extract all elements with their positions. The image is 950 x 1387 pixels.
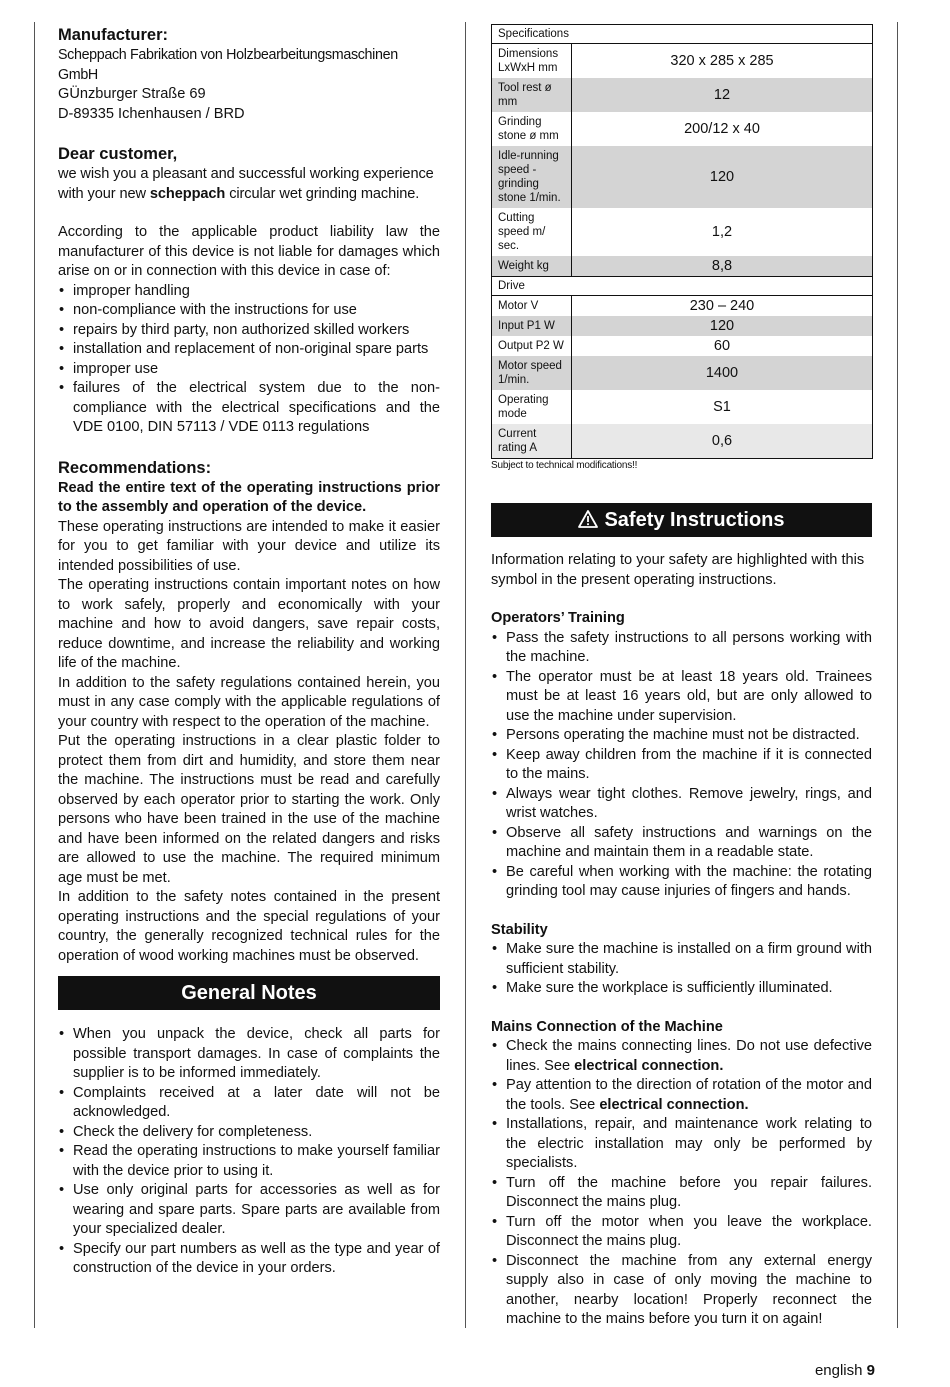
spec-label: Input P1 W [492,316,572,336]
training-list [491,629,872,902]
list-item: • improper handling [58,282,440,302]
spec-value: 1,2 [572,208,873,256]
spec-value: 230 – 240 [572,296,873,317]
intro-text: we wish you a pleasant and successful working experience with your new scheppach circular wet grinding machine. [58,166,434,202]
list-item: • failures of the electrical system due to the non-compliance with the electrical specifications and the VDE 0100, DIN 57113 / VDE 0113 regulations [58,379,440,438]
list-item: • Read the operating instructions to make yourself familiar with the device prior to using it. [58,1142,440,1181]
list-item: • non-compliance with the instructions for use [58,301,440,321]
manufacturer-city: D-89335 Ichenhausen / BRD [58,105,245,122]
list-item: • Installations, repair, and maintenance work relating to the electric installation may only be performed by specialists. [491,1115,872,1174]
list-item: • Specify our part numbers as well as the type and year of construction of the device in your orders. [58,1240,440,1279]
spec-row [492,44,873,79]
drive-heading: Drive [492,277,873,296]
list-item: • Complaints received at a later date will not be acknowledged. [58,1084,440,1123]
spec-label: Dimensions LxWxH mm [498,48,559,74]
spec-value: 120 [572,316,873,336]
spec-label: Operating mode [498,394,549,420]
specifications-table [491,24,873,459]
recommendations-heading: Recommendations: [58,458,212,477]
liability-list [58,282,440,438]
spec-label: Motor speed 1/min. [492,356,572,390]
recommendations-p5: In addition to the safety notes contained in the present operating instructions and the special regulations of your country, the generally recognized technical rules for the operation of wood working machines must be observed. [58,889,440,964]
liability-text: According to the applicable product liability law the manufacturer of this device is not liable for damages which arise on or in connection with this device in case of: [58,224,440,279]
spec-label: Weight kg [492,256,572,277]
list-item: • installation and replacement of non-original spare parts [58,340,440,360]
general-notes-list [58,1025,440,1279]
list-item: • Make sure the workplace is sufficiently illuminated. [491,979,872,999]
spec-value: 200/12 x 40 [572,112,873,146]
spec-value: 120 [572,146,873,208]
spec-label: Output P2 W [498,340,564,352]
recommendations-p1: These operating instructions are intended to make it easier for you to get familiar with your device and utilize its intended possibilities of use. [58,518,440,574]
right-rule [897,22,898,1328]
list-item: • Pass the safety instructions to all persons working with the machine. [491,629,872,668]
technical-modifications-note: Subject to technical modifications!! [491,460,638,471]
mains-list [491,1037,872,1330]
spec-label: Grinding stone ø mm [498,116,559,142]
spec-label: Cutting speed m/ sec. [498,212,546,252]
list-item: • Pay attention to the direction of rotation of the motor and the tools. See electrical connection. [491,1076,872,1115]
safety-heading: Safety Instructions [604,509,785,531]
left-rule [34,22,35,1328]
list-item: • improper use [58,360,440,380]
spec-row [492,356,873,390]
brand-name: scheppach [149,185,226,202]
spec-value: 320 x 285 x 285 [572,44,873,79]
mains-heading: Mains Connection of the Machine [491,1018,723,1035]
list-item: • Turn off the motor when you leave the workplace. Disconnect the mains plug. [491,1213,872,1252]
manufacturer-section [58,24,440,124]
list-item: • Persons operating the machine must not be distracted. [491,726,872,746]
spec-label: Current rating A [492,424,572,459]
spec-row [492,296,873,317]
spec-row [492,256,873,277]
safety-intro: Information relating to your safety are highlighted with this symbol in the present operating instructions. [491,552,865,588]
spec-value: 0,6 [572,424,873,459]
list-item: • Keep away children from the machine if it is connected to the mains. [491,746,872,785]
recommendations-p4: Put the operating instructions in a clear plastic folder to protect them from dirt and humidity, and store them near the machine. The instructions must be read and carefully observed by each operator prior to starting the work. Only persons who have been trained in the use of the machine and have been informed on the related dangers and risks are allowed to use the machine. The required minimum age must be met. [58,733,440,886]
spec-value: S1 [572,390,873,424]
footer-language: english [814,1362,863,1379]
left-column [58,24,440,1279]
specifications-heading: Specifications [492,25,873,44]
list-item: • Observe all safety instructions and warnings on the machine and maintain them in a readable state. [491,824,872,863]
recommendations-bold: Read the entire text of the operating instructions prior to the assembly and operation of the device. [58,479,440,515]
list-item: • Always wear tight clothes. Remove jewelry, rings, and wrist watches. [491,785,872,824]
warning-triangle-icon [578,505,598,539]
spec-row [492,112,873,146]
spec-row [492,390,873,424]
recommendations-section [58,457,440,967]
manufacturer-heading: Manufacturer: [58,26,169,44]
list-item: • Check the mains connecting lines. Do not use defective lines. See electrical connection. [491,1037,872,1076]
spec-label: Tool rest ø mm [492,78,572,112]
stability-heading: Stability [491,921,548,938]
spec-label: Idle-running speed - grinding stone 1/min. [492,146,572,208]
list-item: • Be careful when working with the machine: the rotating grinding tool may cause injuries of fingers and hands. [491,863,872,902]
training-heading: Operators’ Training [491,610,625,626]
spec-row [492,78,873,112]
dear-customer-section [58,143,440,438]
recommendations-p2: The operating instructions contain important notes on how to work safely, properly and economically with your machine and how to avoid dangers, save repair costs, reduce downtime, and increase the reliability and working life of the machine. [58,577,440,671]
list-item: • repairs by third party, non authorized skilled workers [58,321,440,341]
list-item: • Turn off the machine before you repair failures. Disconnect the mains plug. [491,1174,872,1213]
spec-value: 8,8 [572,256,873,277]
stability-list [491,940,872,999]
manufacturer-street: GÜnzburger Straße 69 [58,86,206,102]
spec-value: 12 [572,78,873,112]
general-notes-banner: General Notes [58,976,440,1010]
spec-row [492,146,873,208]
list-item: • Make sure the machine is installed on a firm ground with sufficient stability. [491,940,872,979]
safety-instructions-banner [491,503,872,537]
page-number: 9 [866,1362,875,1379]
manufacturer-name: Scheppach Fabrikation von Holzbearbeitungsmaschinen GmbH [58,47,398,83]
recommendations-p3: In addition to the safety regulations contained herein, you must in any case comply with the applicable regulations of your country with respect to the operation of the machine. [58,674,440,730]
spec-value: 60 [572,336,873,356]
spec-row [492,336,873,356]
list-item: • Use only original parts for accessories as well as for wearing and spare parts. Spare parts are available from your specialized dealer. [58,1181,440,1240]
list-item: • When you unpack the device, check all parts for possible transport damages. In case of complaints the supplier is to be informed immediately. [58,1025,440,1084]
spec-row [492,424,873,459]
list-item: • Disconnect the machine from any external energy supply also in case of only moving the machine to another, nearby location! Properly reconnect the machine to the mains before you turn it on again! [491,1252,872,1330]
list-item: • Check the delivery for completeness. [58,1123,440,1143]
page-footer [815,1362,875,1379]
dear-customer-heading: Dear customer, [58,145,178,163]
center-rule [465,22,466,1328]
spec-row [492,316,873,336]
spec-label: Motor V [498,300,539,312]
spec-row [492,208,873,256]
spec-value: 1400 [572,356,873,390]
list-item: • The operator must be at least 18 years old. Trainees must be at least 16 years old, but are only allowed to use the machine under supervision. [491,668,872,727]
right-column [491,24,872,1330]
